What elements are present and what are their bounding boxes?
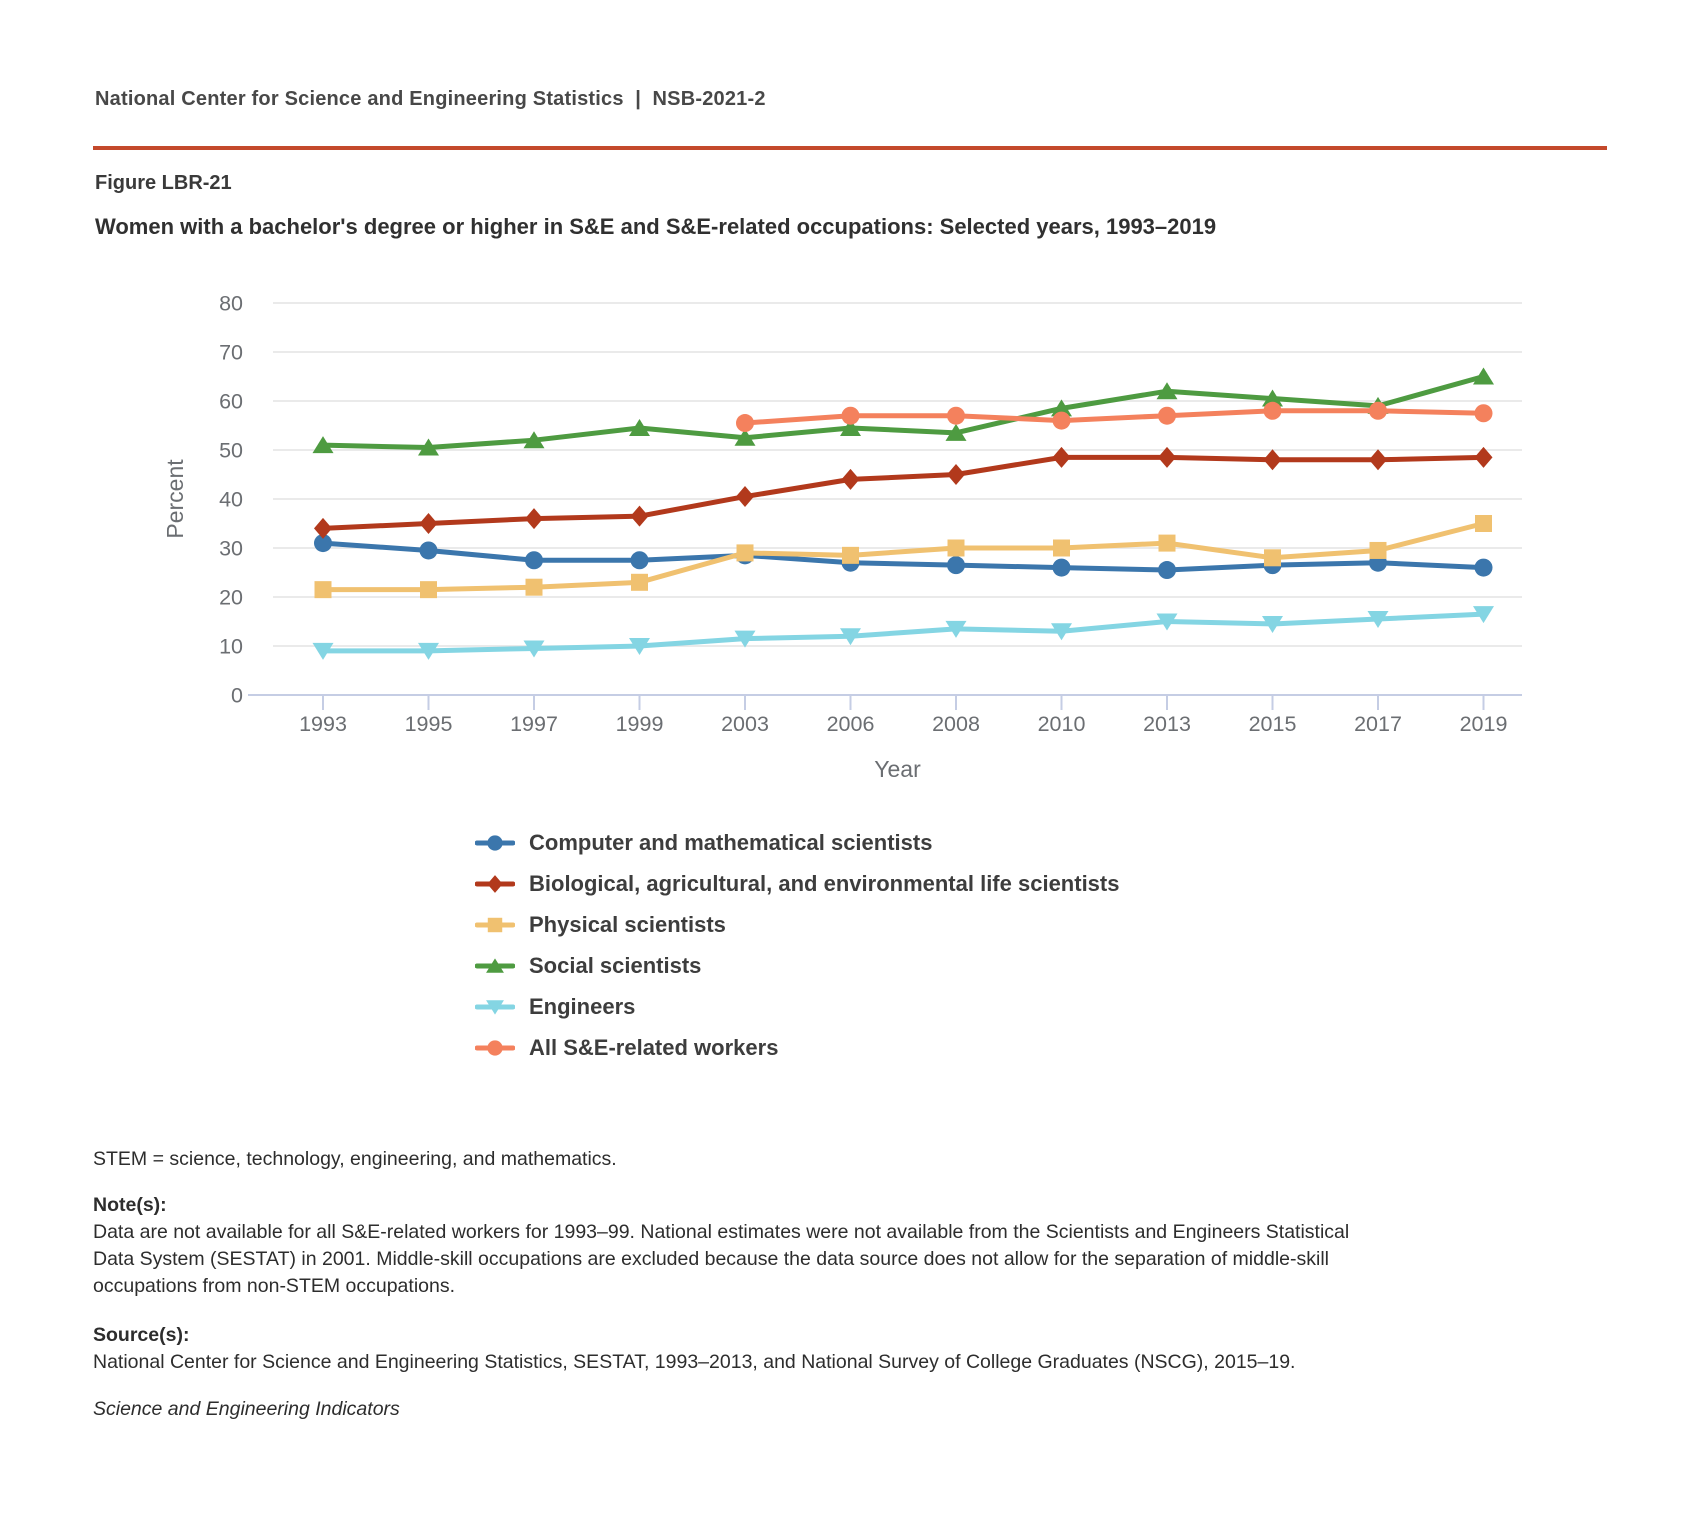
- y-axis-title: Percent: [162, 459, 188, 539]
- legend-item: [475, 986, 1119, 1027]
- diamond-marker: [631, 506, 649, 527]
- y-axis-tick-label: 0: [231, 683, 243, 708]
- circle-marker: [947, 407, 965, 425]
- circle-marker: [1053, 559, 1071, 577]
- legend-marker-circle-icon: [475, 1036, 515, 1060]
- notes-text-line: occupations from non-STEM occupations.: [93, 1275, 456, 1297]
- square-marker: [842, 547, 859, 564]
- header-rule-divider: [93, 146, 1607, 150]
- legend-circle-marker: [487, 835, 502, 850]
- x-axis-tick-label: 2003: [721, 712, 769, 736]
- notes-text: [93, 1219, 1609, 1300]
- diamond-marker: [842, 469, 860, 490]
- x-axis-tick-label: 2017: [1354, 712, 1402, 736]
- figure-title: Women with a bachelor's degree or higher in S&E and S&E-related occupations: Selected years, 1993–2019: [95, 214, 1217, 239]
- chart-legend: [475, 822, 1119, 1068]
- square-marker: [948, 540, 965, 557]
- square-marker: [526, 579, 543, 596]
- line-chart: [0, 250, 1700, 795]
- square-marker: [1053, 540, 1070, 557]
- circle-marker: [947, 556, 965, 574]
- square-marker: [1159, 535, 1176, 552]
- notes-label: Note(s):: [93, 1194, 167, 1216]
- x-axis-tick-label: 2015: [1248, 712, 1297, 736]
- legend-circle-marker: [487, 1040, 502, 1055]
- x-axis-tick-label: 1995: [404, 712, 453, 736]
- circle-marker: [1369, 402, 1387, 420]
- legend-item-label: Biological, agricultural, and environmental life scientists: [529, 870, 1120, 896]
- circle-marker: [736, 414, 754, 432]
- stem-definition: STEM = science, technology, engineering, and mathematics.: [93, 1148, 617, 1170]
- square-marker: [420, 581, 437, 598]
- diamond-marker: [947, 464, 965, 485]
- y-axis-tick-label: 40: [219, 487, 243, 512]
- circle-marker: [1053, 412, 1071, 430]
- y-axis-tick-label: 80: [219, 291, 243, 316]
- notes-text-line: Data System (SESTAT) in 2001. Middle-skill occupations are excluded because the data source does not allow for the separation of middle-skill: [93, 1248, 1329, 1270]
- y-axis-tick-label: 10: [219, 634, 243, 659]
- x-axis-labels: [299, 712, 1507, 736]
- y-axis-tick-label: 50: [219, 438, 243, 463]
- legend-item: [475, 863, 1119, 904]
- square-marker: [1264, 549, 1281, 566]
- report-header: National Center for Science and Engineering Statistics | NSB-2021-2: [95, 88, 766, 110]
- legend-marker-triangle-up-icon: [475, 954, 515, 978]
- circle-marker: [1475, 404, 1493, 422]
- square-marker: [315, 581, 332, 598]
- legend-item: [475, 1027, 1119, 1068]
- diamond-marker: [420, 513, 438, 534]
- indicators-credit: Science and Engineering Indicators: [93, 1398, 400, 1420]
- x-axis-tick-label: 2013: [1143, 712, 1191, 736]
- legend-item-label: All S&E-related workers: [529, 1034, 779, 1060]
- x-axis-tick-label: 1999: [615, 712, 664, 736]
- circle-marker: [1158, 407, 1176, 425]
- legend-marker-triangle-down-icon: [475, 995, 515, 1019]
- diamond-marker: [1369, 449, 1387, 470]
- circle-marker: [631, 551, 649, 569]
- y-axis-tick-label: 30: [219, 536, 243, 561]
- diamond-marker: [314, 518, 332, 539]
- legend-square-marker: [488, 917, 502, 931]
- x-axis-ticks: [323, 695, 1484, 710]
- diamond-marker: [1264, 449, 1282, 470]
- legend-marker-circle-icon: [475, 831, 515, 855]
- legend-item-label: Social scientists: [529, 952, 702, 978]
- x-axis-tick-label: 1993: [299, 712, 347, 736]
- legend-item-label: Physical scientists: [529, 911, 726, 937]
- legend-marker-square-icon: [475, 913, 515, 937]
- legend-marker-diamond-icon: [475, 872, 515, 896]
- x-axis-tick-label: 1997: [510, 712, 558, 736]
- y-axis-labels: [219, 292, 243, 708]
- x-axis-tick-label: 2006: [826, 712, 875, 736]
- y-axis-tick-label: 60: [219, 389, 243, 414]
- notes-text-line: Data are not available for all S&E-related workers for 1993–99. National estimates were not available from the Scientists and Engineers Statistical: [93, 1221, 1350, 1243]
- diamond-marker: [525, 508, 543, 529]
- x-axis-tick-label: 2019: [1459, 712, 1508, 736]
- x-axis-tick-label: 2008: [932, 712, 980, 736]
- circle-marker: [1475, 559, 1493, 577]
- circle-marker: [1158, 561, 1176, 579]
- circle-marker: [420, 541, 438, 559]
- square-marker: [737, 544, 754, 561]
- x-axis-tick-label: 2010: [1037, 712, 1086, 736]
- legend-item-label: Engineers: [529, 993, 636, 1019]
- square-marker: [631, 574, 648, 591]
- figure-label: Figure LBR-21: [95, 172, 232, 194]
- y-axis-tick-label: 70: [219, 340, 243, 365]
- series-2: [314, 447, 1493, 539]
- circle-marker: [842, 407, 860, 425]
- y-axis-tick-label: 20: [219, 585, 243, 610]
- chart-canvas: [0, 250, 1700, 795]
- x-axis-title: Year: [874, 756, 921, 782]
- legend-item-label: Computer and mathematical scientists: [529, 829, 933, 855]
- legend-diamond-marker: [487, 875, 502, 893]
- square-marker: [1370, 542, 1387, 559]
- sources-label: Source(s):: [93, 1324, 190, 1346]
- series-line: [323, 457, 1484, 528]
- circle-marker: [525, 551, 543, 569]
- square-marker: [1475, 515, 1492, 532]
- legend-item: [475, 822, 1119, 863]
- gridlines: [273, 303, 1522, 646]
- circle-marker: [1264, 402, 1282, 420]
- legend-item: [475, 945, 1119, 986]
- diamond-marker: [736, 486, 754, 507]
- legend-item: [475, 904, 1119, 945]
- sources-text: National Center for Science and Engineering Statistics, SESTAT, 1993–2013, and National Survey of College Graduates (NSCG), 2015–19.: [93, 1351, 1296, 1373]
- series-5: [313, 606, 1495, 660]
